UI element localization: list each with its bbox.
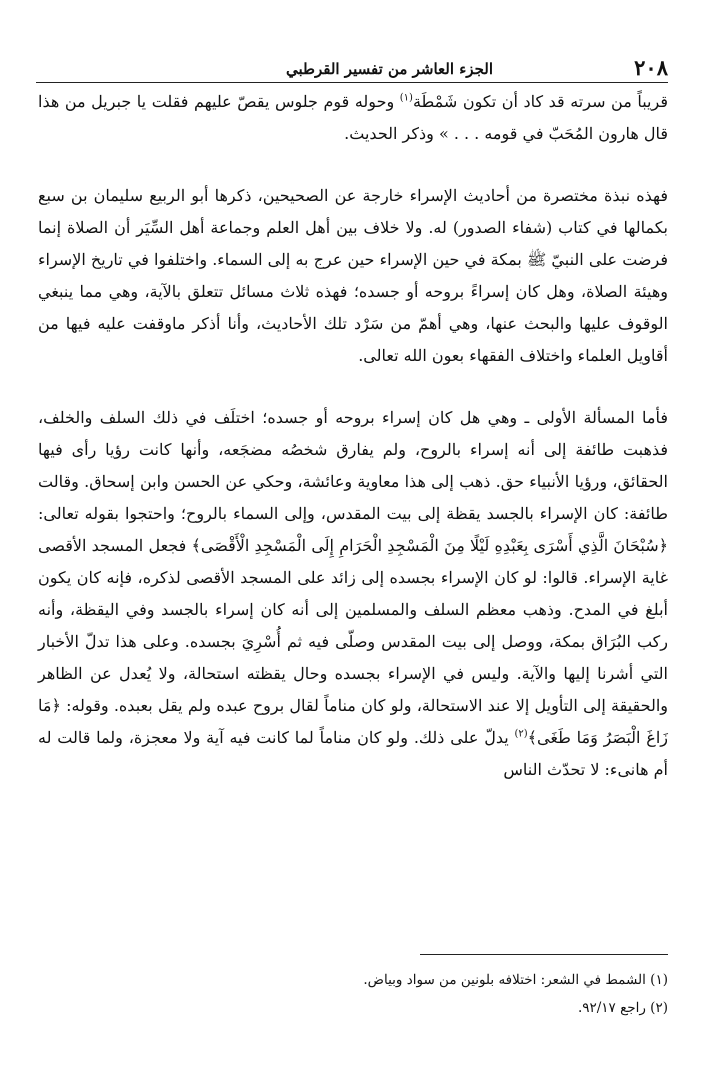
main-text xyxy=(38,86,668,786)
paragraph xyxy=(38,180,668,372)
footnote-marker: (١) xyxy=(399,92,413,104)
footnote: (٢) راجع ٩٢/١٧. xyxy=(577,1000,668,1016)
paragraph-text: فأما المسألة الأولى ـ وهي هل كان إسراء بروحه أو جسده؛ اختلَف في ذلك السلف والخلف، فذهبت طائفة إلى أنه إسراء بالروح، ولم يفارق شخصُه مضجَعه، وأنها كانت رؤيا رأى فيها الحقائق، ورؤيا الأنبياء حق. ذهب إلى هذا معاوية وعائشة، وحكي عن الحسن وابن إسحاق. وقالت طائفة: كان الإسراء بالجسد يقظة إلى بيت المقدس، وإلى السماء بالروح؛ واحتجوا بقوله تعالى: ﴿سُبْحَانَ الَّذِي أَسْرَى بِعَبْدِهِ لَيْلًا مِنَ الْمَسْجِدِ الْحَرَامِ إِلَى الْمَسْجِدِ الْأَقْصَى﴾ فجعل المسجد الأقصى غاية الإسراء. قالوا: لو كان الإسراء بجسده إلى زائد على المسجد الأقصى لذكره، فإنه كان يكون أبلغ في المدح. وذهب معظم السلف والمسلمين إلى أنه كان إسراء بالجسد وفي اليقظة، وأنه ركب البُرَاق بمكة، ووصل إلى بيت المقدس وصلّى فيه ثم أُسْرِيَ بجسده. وعلى هذا تدلّ الأخبار التي أشرنا إليها والآية. وليس في الإسراء بجسده وحال يقظته استحالة، ولا يُعدل عن الظاهر والحقيقة إلى التأويل إلا عند الاستحالة، ولو كان مناماً لقال بروح عبده ولم يقل بعبده. وقوله: ﴿مَا زَاغَ الْبَصَرُ وَمَا طَغَى﴾ xyxy=(38,408,669,747)
paragraph xyxy=(38,86,668,150)
paragraph-text: فهذه نبذة مختصرة من أحاديث الإسراء خارجة عن الصحيحين، ذكرها أبو الربيع سليمان بن سبع بكمالها في كتاب (شفاء الصدور) له. ولا خلاف بين أهل العلم وجماعة أهل السِّيَر أن الصلاة إنما فرضت على النبيّ ﷺ بمكة في حين الإسراء حين عرج به إلى السماء. واختلفوا في تاريخ الإسراء وهيئة الصلاة، وهل كان إسراءً بروحه أو جسده؛ فهذه ثلاث مسائل تتعلق بالآية، وهي مما ينبغي الوقوف عليها والبحث عنها، وهي أهمّ من سَرْد تلك الأحاديث، وأنا أذكر ماوقفت عليه فيها من أقاويل العلماء واختلاف الفقهاء بعون الله تعالى. xyxy=(38,186,669,365)
paragraph-text: وحوله قوم جلوس يقصّ عليهم فقلت يا جبريل من هذا قال هارون المُحَبّ في قومه . . . » وذكر الحديث. xyxy=(38,92,668,143)
running-title: الجزء العاشر من تفسير القرطبي xyxy=(286,60,493,78)
footnote-divider xyxy=(420,954,668,955)
page-header xyxy=(36,52,668,83)
page-number: ٢٠٨ xyxy=(634,55,668,80)
footnotes xyxy=(40,966,668,1022)
paragraph xyxy=(38,402,668,786)
footnote-marker: (٢) xyxy=(514,728,528,740)
paragraph-text: قريباً من سرته قد كاد أن تكون شَمْطَة xyxy=(412,92,668,111)
paragraph-text: يدلّ على ذلك. ولو كان مناماً لما كانت فيه آية ولا معجزة، ولما قالت له أم هانىء: لا تحدّث الناس xyxy=(38,728,668,779)
footnote: (١) الشمط في الشعر: اختلافه بلونين من سواد وبياض. xyxy=(363,972,668,988)
